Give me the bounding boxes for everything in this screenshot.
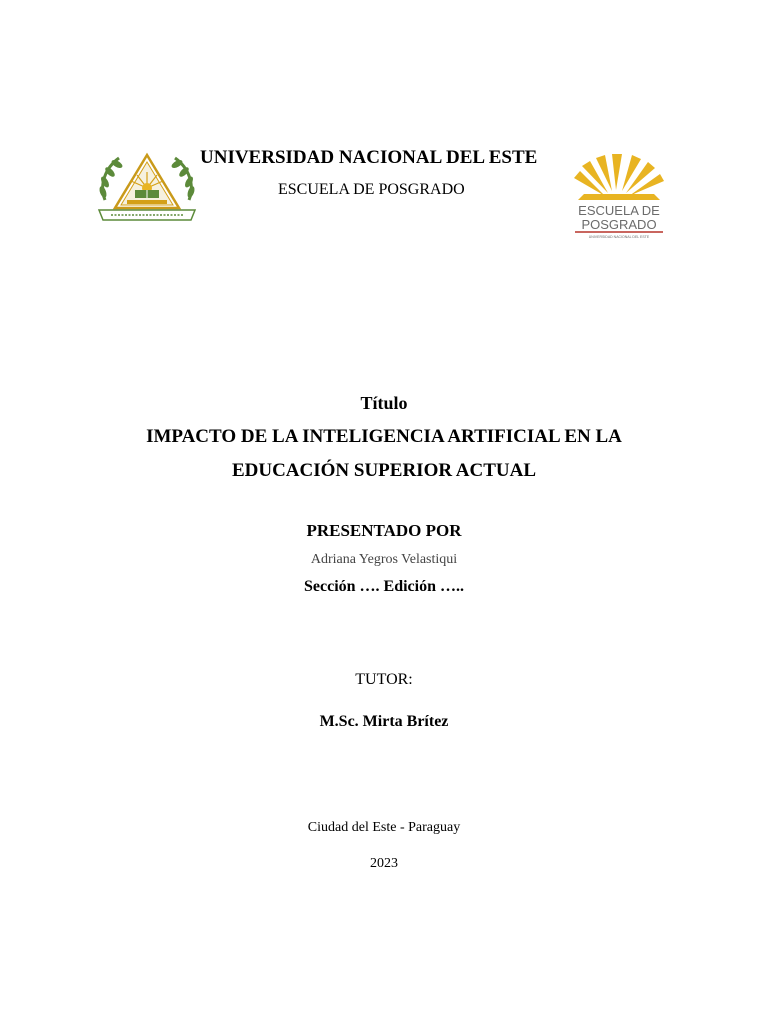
- rising-sun-icon: [572, 150, 666, 240]
- presented-by-label: PRESENTADO POR: [306, 521, 462, 540]
- university-seal-icon: [97, 150, 197, 226]
- year: 2023: [370, 856, 398, 871]
- posgrado-logo-line2: POSGRADO: [581, 217, 657, 232]
- thesis-title-line-2: EDUCACIÓN SUPERIOR ACTUAL: [231, 460, 537, 481]
- section-edition: Sección …. Edición …..: [303, 578, 464, 595]
- author-name: Adriana Yegros Velastiqui: [310, 552, 458, 567]
- posgrado-logo-subline: UNIVERSIDAD NACIONAL DEL ESTE: [588, 235, 650, 239]
- posgrado-logo-line1: ESCUELA DE: [578, 203, 660, 218]
- school-name: ESCUELA DE POSGRADO: [278, 181, 465, 198]
- title-label: Título: [360, 393, 408, 413]
- university-name: UNIVERSIDAD NACIONAL DEL ESTE: [200, 147, 538, 168]
- tutor-label: TUTOR:: [355, 671, 413, 688]
- location: Ciudad del Este - Paraguay: [307, 820, 461, 835]
- thesis-title-line-1: IMPACTO DE LA INTELIGENCIA ARTIFICIAL EN LA: [146, 426, 622, 447]
- tutor-name: M.Sc. Mirta Brítez: [319, 713, 449, 730]
